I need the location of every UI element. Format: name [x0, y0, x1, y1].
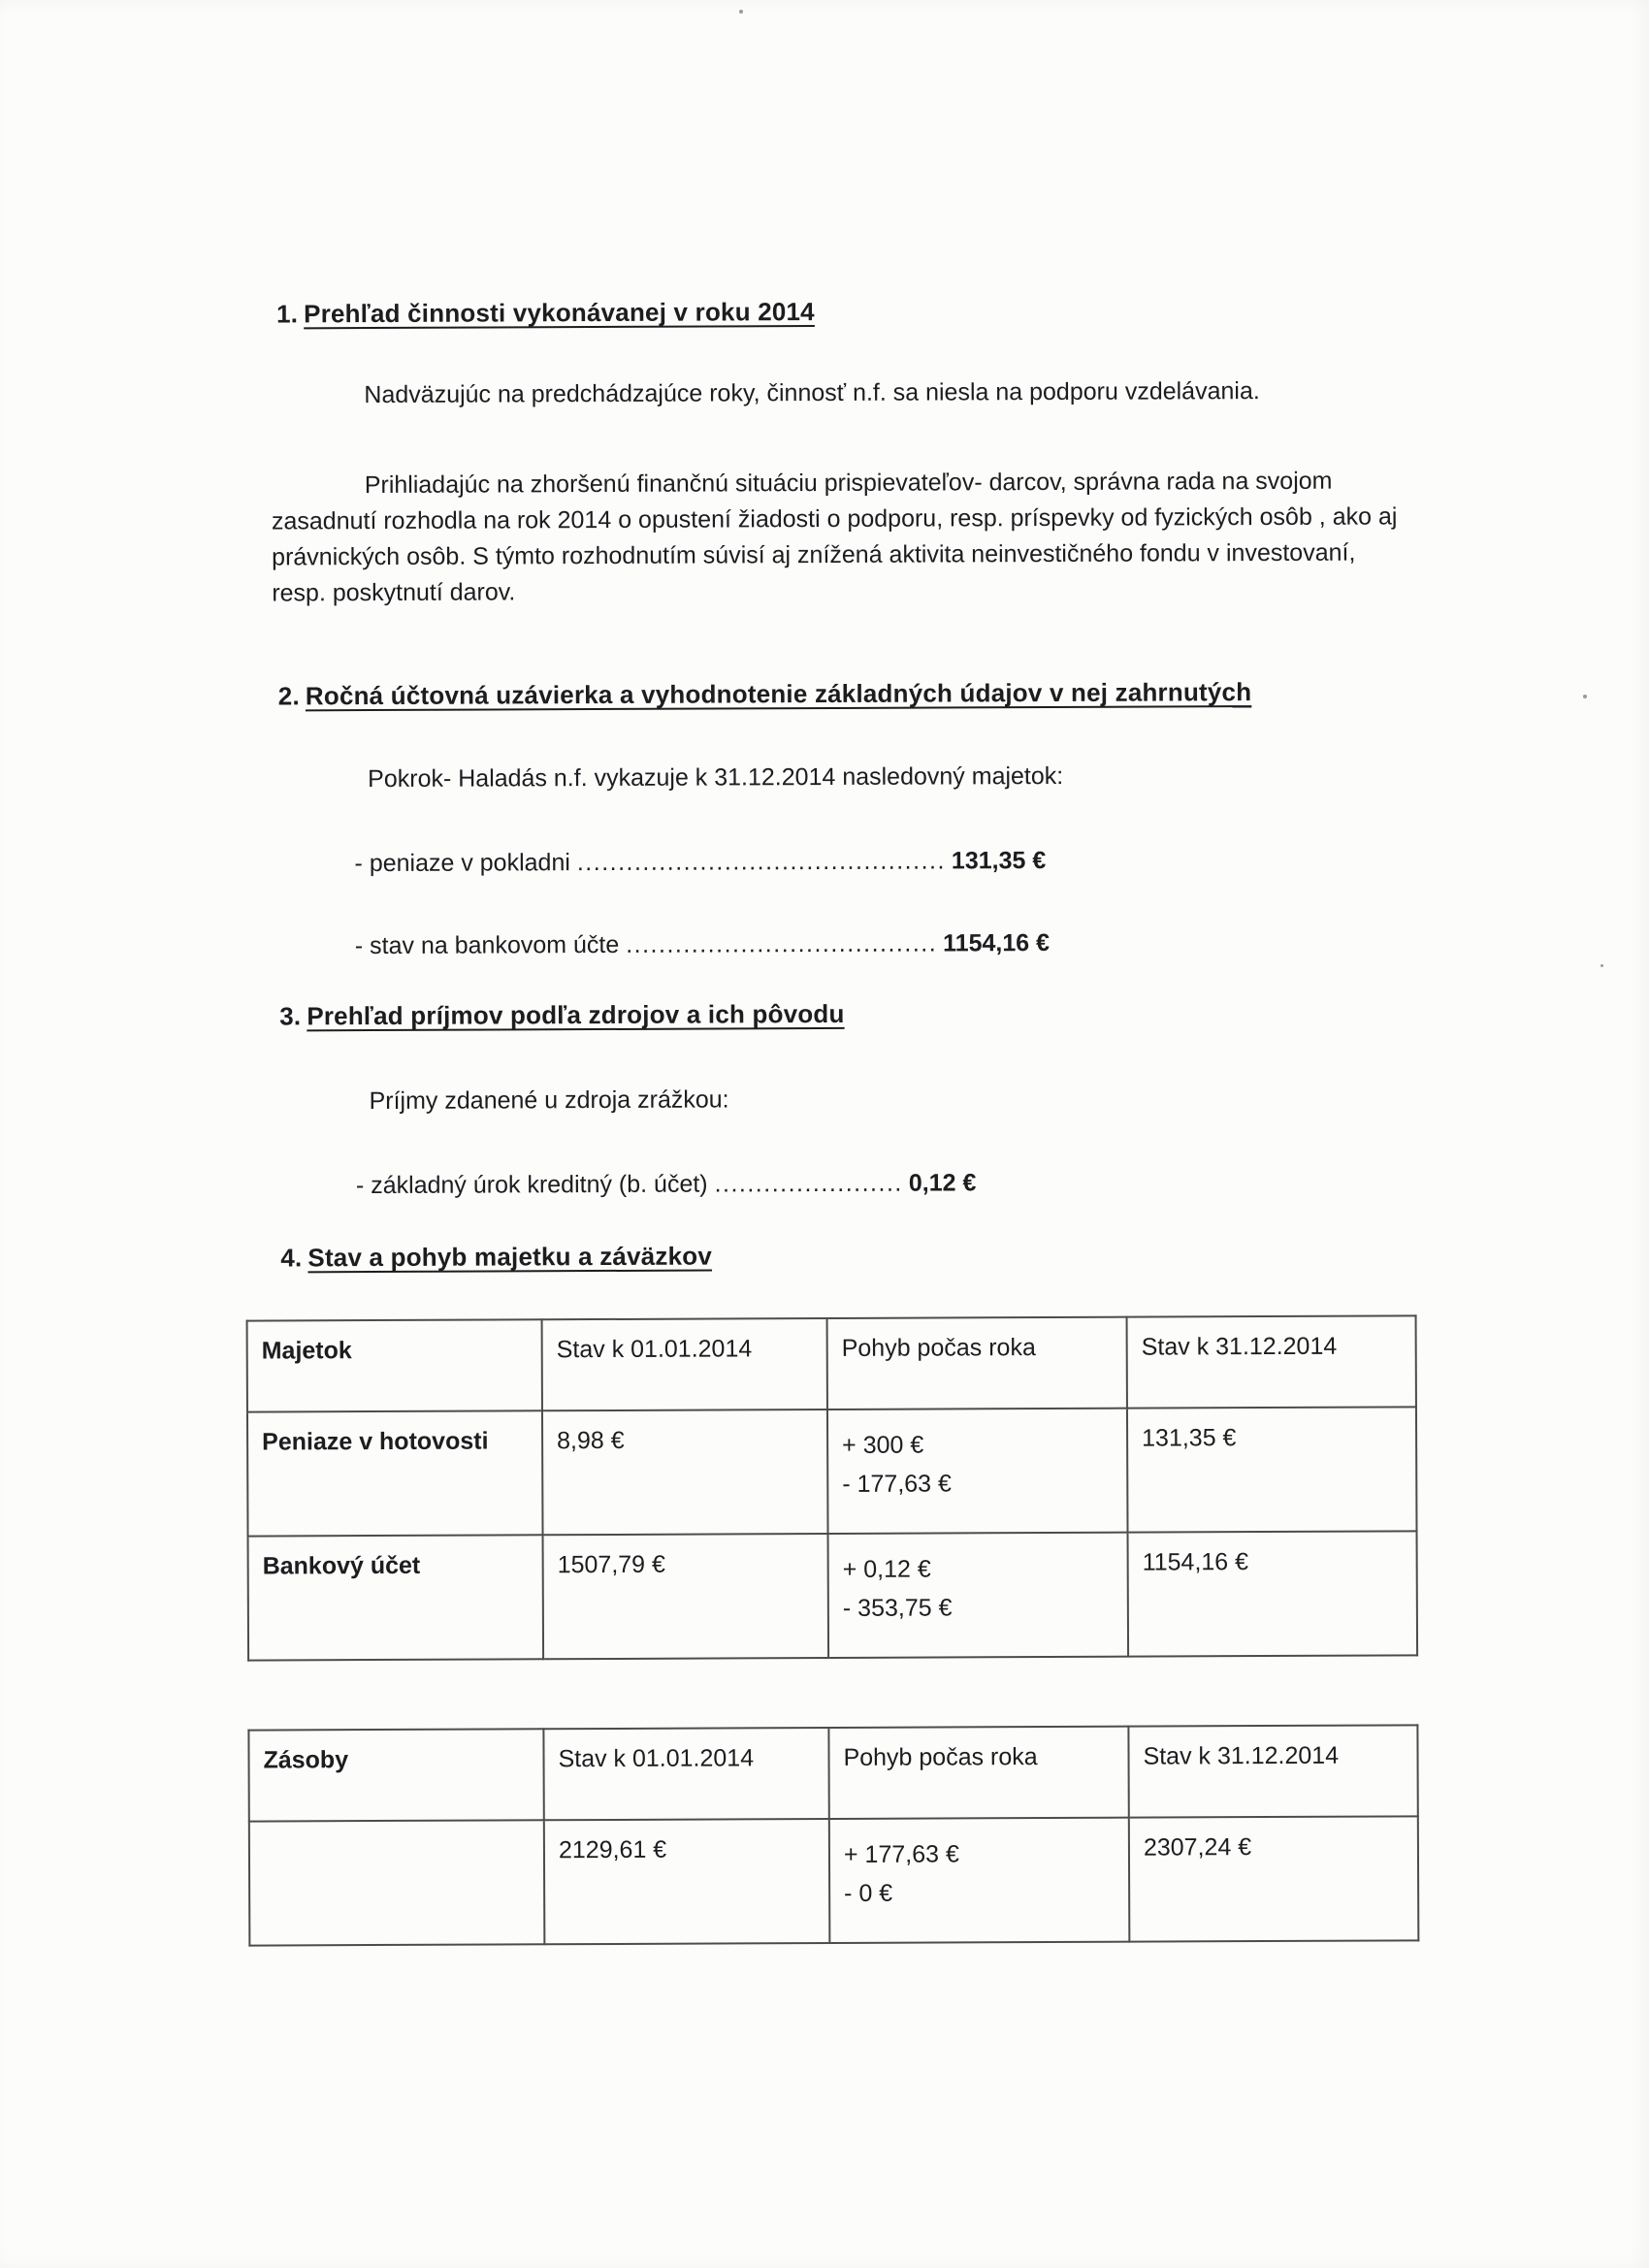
section-4-number: 4.: [280, 1243, 303, 1273]
table-cell: 1154,16 €: [1128, 1531, 1418, 1656]
cash-on-hand-label: - peniaze v pokladni: [354, 849, 577, 878]
section-1-number: 1.: [275, 299, 299, 329]
table-cell: [249, 1820, 545, 1945]
movement-plus: + 0,12 €: [842, 1555, 931, 1583]
section-4-heading: [280, 1237, 1649, 1273]
section-1-paragraph-2: Prihliadajúc na zhoršenú finančnú situáciu prispievateľov- darcov, správna rada na svojom zasadnutí rozhodla na rok 2014 o opustení žiadosti o podporu, resp. príspevky od fyzických osôb , ako aj právnických osôb. S týmto rozhodnutím súvisí aj znížená aktivita neinvestičného fondu v investovaní, resp. poskytnutí darov.: [271, 467, 1398, 607]
section-3-title: Prehľad príjmov podľa zdrojov a ich pôvodu: [307, 998, 845, 1031]
movement-plus: + 177,63 €: [843, 1840, 959, 1868]
table-cell: [827, 1409, 1128, 1534]
credit-interest-label: - základný úrok kreditný (b. účet): [355, 1170, 715, 1200]
credit-interest-line: [356, 1166, 1649, 1200]
assets-table-header-row: [247, 1315, 1416, 1411]
table-cell: Bankový účet: [248, 1535, 544, 1660]
dot-leader: .............................................: [576, 847, 946, 877]
table-row: [248, 1531, 1418, 1660]
movement-plus: + 300 €: [842, 1431, 924, 1459]
bank-account-amount: 1154,16 €: [943, 928, 1051, 957]
movement-minus: - 0 €: [844, 1879, 893, 1907]
dot-leader: ......................................: [626, 929, 938, 958]
dot-leader: .......................: [714, 1169, 903, 1198]
cash-on-hand-amount: 131,35 €: [951, 847, 1047, 875]
table-cell: 2307,24 €: [1129, 1816, 1419, 1941]
section-4-title: Stav a pohyb majetku a záväzkov: [307, 1241, 713, 1273]
table-cell: [829, 1818, 1130, 1943]
section-1-heading: [276, 293, 1646, 329]
table-cell: [828, 1533, 1129, 1658]
table-header-cell: Pohyb počas roka: [828, 1727, 1128, 1819]
section-2-intro: Pokrok- Haladás n.f. vykazuje k 31.12.2014 nasledovný majetok:: [368, 761, 1064, 794]
table-cell: 2129,61 €: [544, 1819, 830, 1944]
table-header-cell: Stav k 01.01.2014: [542, 1318, 827, 1410]
section-3-heading: [279, 995, 1649, 1031]
section-2-number: 2.: [277, 681, 300, 711]
section-2-title: Ročná účtovná uzávierka a vyhodnotenie základných údajov v nej zahrnutých: [305, 677, 1252, 711]
section-1-title: Prehľad činnosti vykonávanej v roku 2014: [304, 297, 815, 329]
table-cell: 131,35 €: [1127, 1407, 1417, 1532]
section-3-intro: Príjmy zdanené u zdroja zrážkou:: [369, 1085, 729, 1116]
movement-minus: - 177,63 €: [842, 1470, 952, 1498]
section-1-paragraph-1: Nadväzujúc na predchádzajúce roky, činnosť n.f. sa niesla na podporu vzdelávania.: [364, 377, 1260, 409]
table-cell: Peniaze v hotovosti: [247, 1410, 543, 1536]
table-cell: 1507,79 €: [543, 1534, 829, 1659]
table-header-cell: Zásoby: [248, 1729, 543, 1821]
section-3-number: 3.: [279, 1001, 302, 1031]
inventory-table-header-row: [248, 1725, 1417, 1821]
bank-account-line: [355, 926, 1649, 960]
credit-interest-amount: 0,12 €: [908, 1169, 977, 1197]
inventory-table: [247, 1724, 1419, 1946]
cash-on-hand-line: [354, 844, 1648, 878]
table-header-cell: Stav k 31.12.2014: [1128, 1725, 1417, 1817]
table-row: [249, 1816, 1419, 1945]
table-header-cell: Stav k 01.01.2014: [543, 1728, 828, 1820]
table-header-cell: Pohyb počas roka: [827, 1317, 1127, 1409]
table-header-cell: Stav k 31.12.2014: [1127, 1315, 1416, 1408]
bank-account-label: - stav na bankovom účte: [354, 930, 627, 960]
table-row: [247, 1407, 1417, 1536]
table-header-cell: Majetok: [247, 1319, 542, 1411]
table-cell: 8,98 €: [542, 1409, 828, 1535]
movement-minus: - 353,75 €: [842, 1594, 953, 1622]
assets-table: [246, 1314, 1419, 1661]
section-2-heading: [278, 675, 1648, 711]
